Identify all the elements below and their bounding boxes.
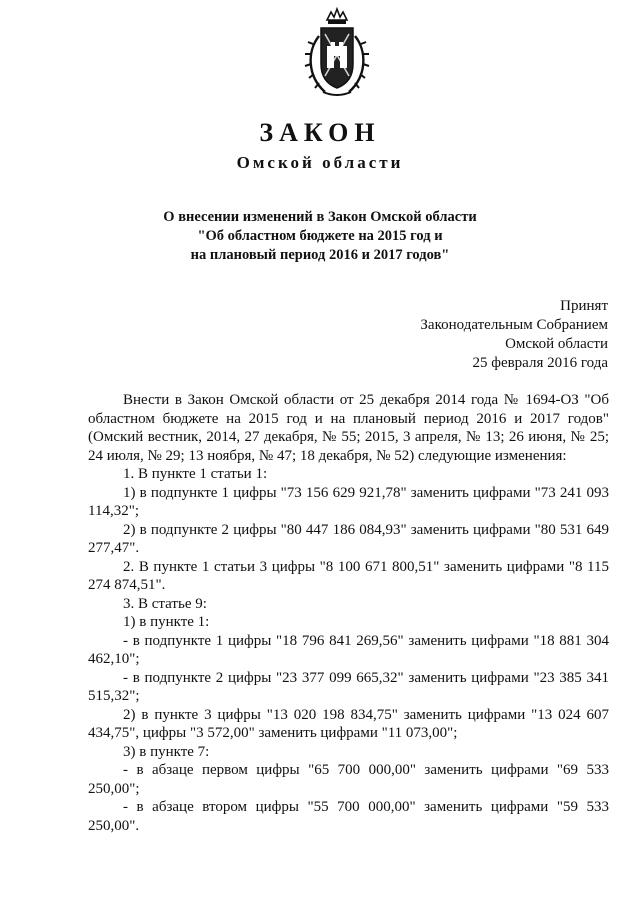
amendment-item: 3. В статье 9: [123,595,207,612]
amendment-item: 1. В пункте 1 статьи 1: [123,466,268,482]
amendment-item: 2. В пункте 1 статьи 3 цифры "8 100 671 800,51" заменить цифрами "8 115 274 874,51". [88,558,609,593]
amendment-dash-item: - в подпункте 1 цифры "18 796 841 269,56" заменить цифрами "18 881 304 462,10"; [88,632,609,667]
amendment-subitem: 2) в подпункте 2 цифры "80 447 186 084,93" заменить цифрами "80 531 649 277,47". [88,521,609,556]
amendment-dash-item: - в подпункте 2 цифры "23 377 099 665,32" заменить цифрами "23 385 341 515,32"; [88,669,609,704]
amendment-dash-item: - в абзаце первом цифры "65 700 000,00" заменить цифрами "69 533 250,00"; [88,762,609,797]
document-type-title: ЗАКОН [259,118,381,147]
amendment-subitem: 2) в пункте 3 цифры "13 020 198 834,75" заменить цифрами "13 024 607 434,75", цифры "3 572,00" заменить цифрами "11 073,00"; [88,706,609,741]
coat-of-arms-icon [301,6,373,101]
adopted-label: Принят [560,298,608,314]
law-body [88,391,609,835]
amendment-subitem: 1) в подпункте 1 цифры "73 156 629 921,78" заменить цифрами "73 241 093 114,32"; [88,484,609,519]
intro-paragraph: Внести в Закон Омской области от 25 декабря 2014 года № 1694-ОЗ "Об областном бюджете на 2015 год и на плановый период 2016 и 2017 годов" (Омский вестник, 2014, 27 декабря, № 55; 2015, 3 апреля, № 13; 26 июня, № 25; 24 июля, № 29; 13 ноября, № 47; 18 декабря, № 52) следующие изменения: [88,392,609,464]
adopted-body: Законодательным Собранием [420,317,608,333]
amendment-subitem: 1) в пункте 1: [123,614,210,630]
subject-line: О внесении изменений в Закон Омской области [163,209,477,225]
region-title: Омской области [236,153,404,172]
subject-line: на плановый период 2016 и 2017 годов" [190,247,450,263]
amendment-dash-item: - в абзаце втором цифры "55 700 000,00" заменить цифрами "59 533 250,00". [88,799,609,834]
amendment-subitem: 3) в пункте 7: [123,743,210,760]
adopted-date: 25 февраля 2016 года [472,355,608,371]
subject-line: "Об областном бюджете на 2015 год и [197,228,443,244]
law-subject [0,208,640,265]
adoption-block [420,297,608,373]
adopted-region: Омской области [505,336,608,352]
